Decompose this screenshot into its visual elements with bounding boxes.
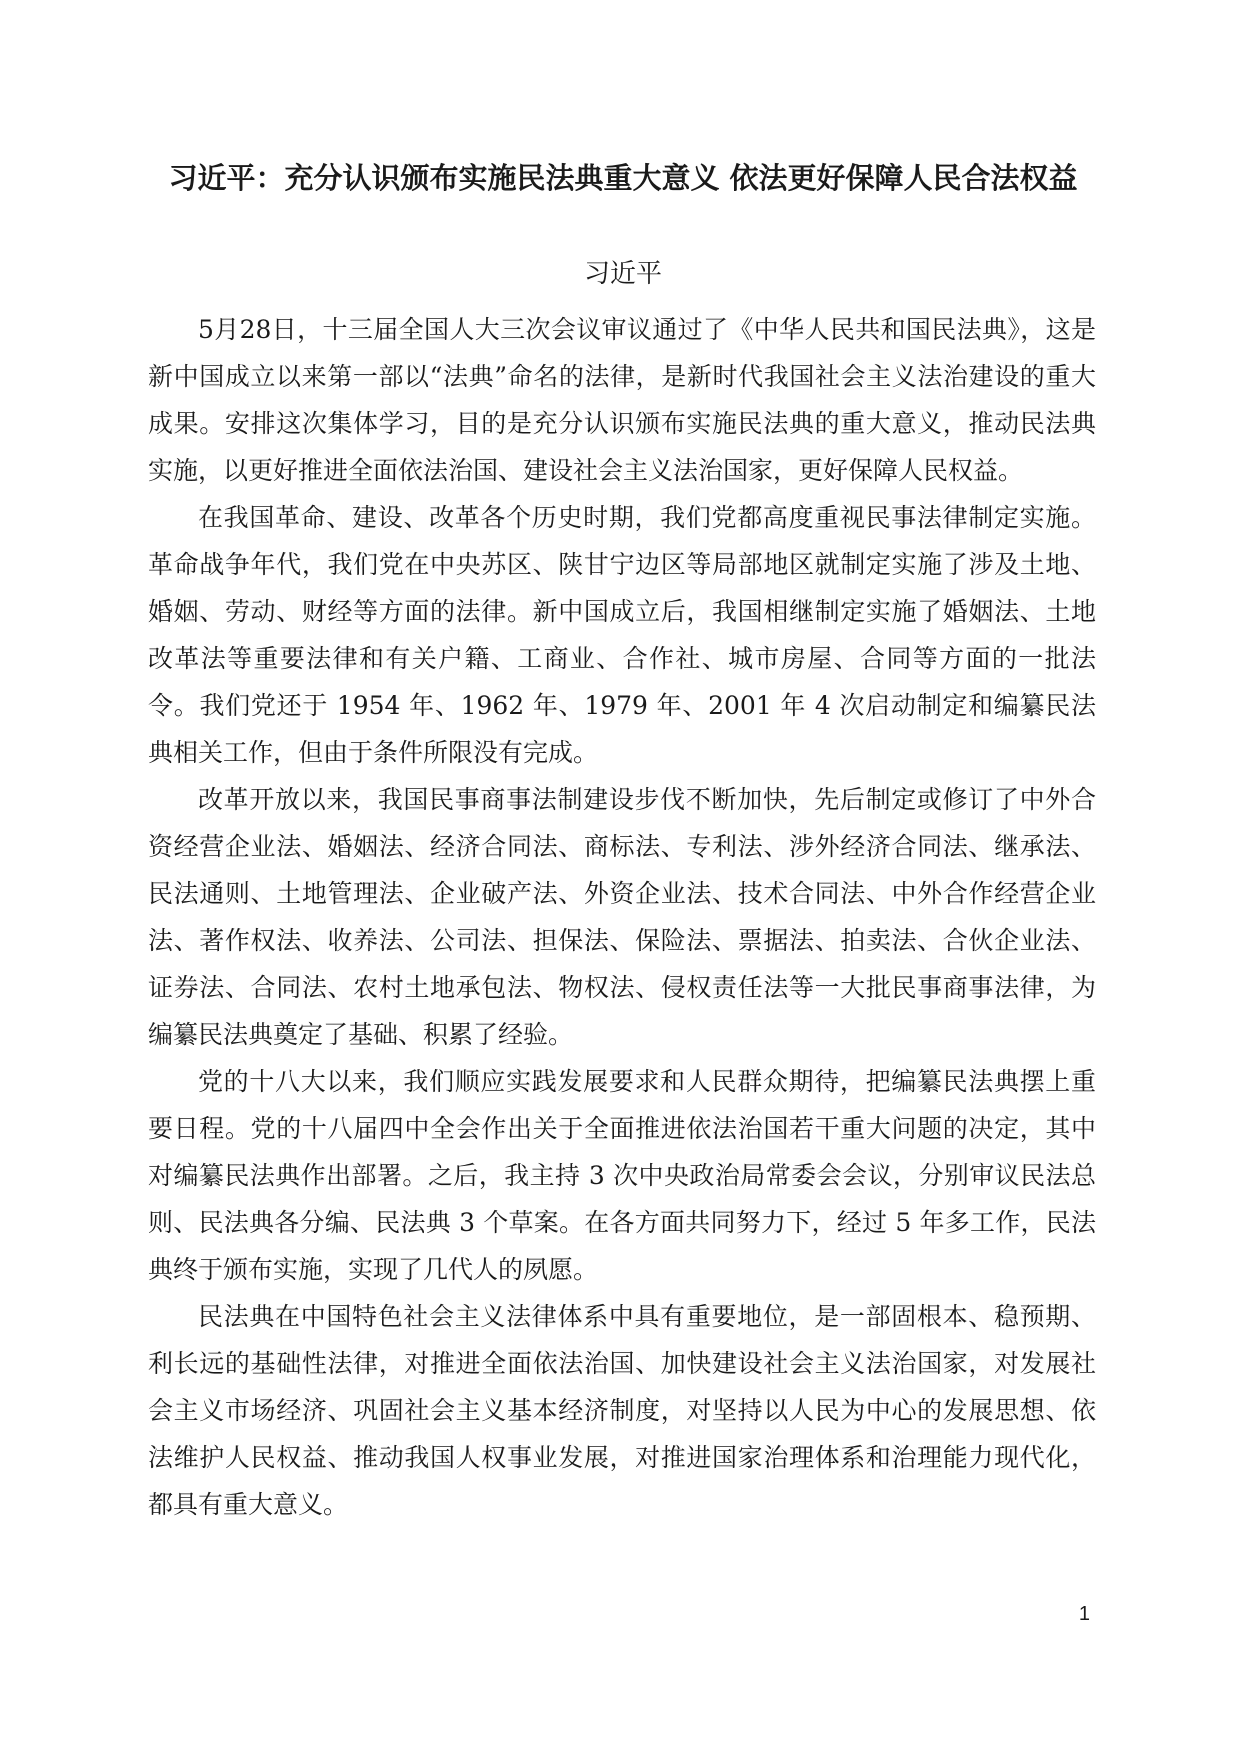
paragraph: 民法典在中国特色社会主义法律体系中具有重要地位，是一部固根本、稳预期、利长远的基础性法律，对推进全面依法治国、加快建设社会主义法治国家，对发展社会主义市场经济、巩固社会主义基本经济制度，对坚持以人民为中心的发展思想、依法维护人民权益、推动我国人权事业发展，对推进国家治理体系和治理能力现代化，都具有重大意义。 bbox=[148, 1302, 1096, 1519]
document-title: 习近平：充分认识颁布实施民法典重大意义 依法更好保障人民合法权益 bbox=[168, 161, 1078, 195]
paragraph: 在我国革命、建设、改革各个历史时期，我们党都高度重视民事法律制定实施。革命战争年代，我们党在中央苏区、陕甘宁边区等局部地区就制定实施了涉及土地、婚姻、劳动、财经等方面的法律。新中国成立后，我国相继制定实施了婚姻法、土地改革法等重要法律和有关户籍、工商业、合作社、城市房屋、合同等方面的一批法令。我们党还于 1954 年、1962 年、1979 年、2001 年 4 次启动制定和编纂民法典相关工作，但由于条件所限没有完成。 bbox=[148, 503, 1096, 767]
paragraph: 5月28日，十三届全国人大三次会议审议通过了《中华人民共和国民法典》，这是新中国成立以来第一部以“法典”命名的法律，是新时代我国社会主义法治建设的重大成果。安排这次集体学习，目的是充分认识颁布实施民法典的重大意义，推动民法典实施，以更好推进全面依法治国、建设社会主义法治国家，更好保障人民权益。 bbox=[148, 315, 1096, 485]
document-author: 习近平 bbox=[583, 259, 662, 289]
document-body bbox=[148, 306, 1096, 1528]
paragraph: 党的十八大以来，我们顺应实践发展要求和人民群众期待，把编纂民法典摆上重要日程。党的十八届四中全会作出关于全面推进依法治国若干重大问题的决定，其中对编纂民法典作出部署。之后，我主持 3 次中央政治局常委会会议，分别审议民法总则、民法典各分编、民法典 3 个草案。在各方面共同努力下，经过 5 年多工作，民法典终于颁布实施，实现了几代人的夙愿。 bbox=[148, 1067, 1096, 1284]
paragraph: 改革开放以来，我国民事商事法制建设步伐不断加快，先后制定或修订了中外合资经营企业法、婚姻法、经济合同法、商标法、专利法、涉外经济合同法、继承法、民法通则、土地管理法、企业破产法、外资企业法、技术合同法、中外合作经营企业法、著作权法、收养法、公司法、担保法、保险法、票据法、拍卖法、合伙企业法、证券法、合同法、农村土地承包法、物权法、侵权责任法等一大批民事商事法律，为编纂民法典奠定了基础、积累了经验。 bbox=[148, 785, 1096, 1049]
page-number: 1 bbox=[1078, 1603, 1090, 1625]
